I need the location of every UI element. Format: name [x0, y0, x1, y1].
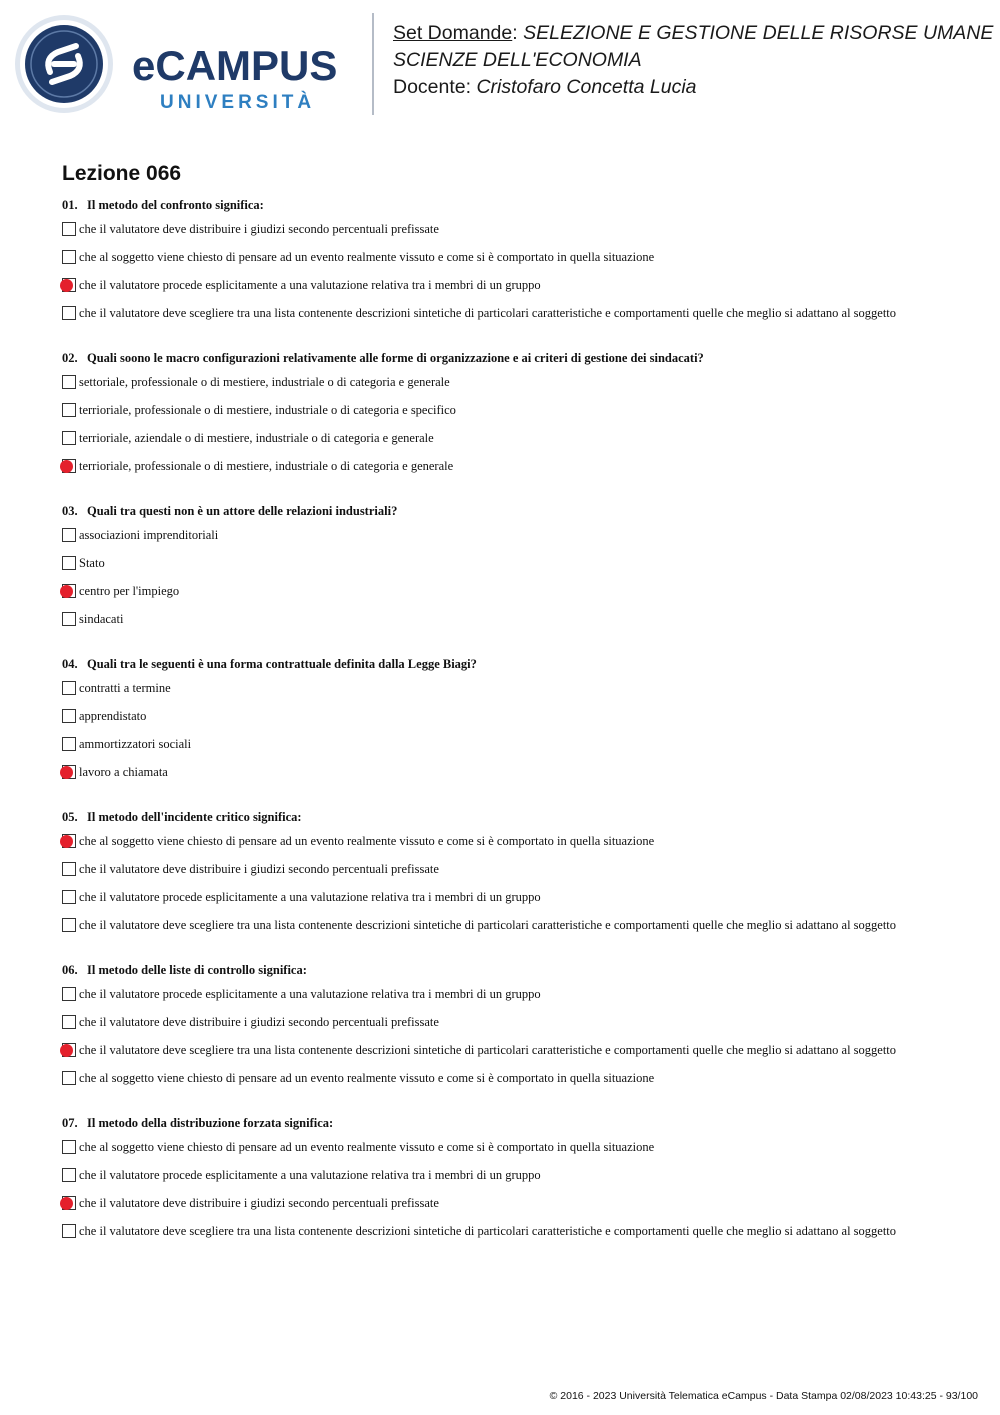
answer-checkbox[interactable]: [62, 306, 76, 320]
answer-checkbox[interactable]: [62, 918, 76, 932]
answer-checkbox[interactable]: [62, 556, 76, 570]
answer-checkbox[interactable]: [62, 1140, 76, 1154]
correct-answer-marker-icon: [60, 835, 73, 848]
answer-option[interactable]: [62, 1196, 962, 1224]
set-colon: :: [512, 22, 524, 44]
answer-text: apprendistato: [79, 709, 147, 723]
answer-checkbox[interactable]: [62, 987, 76, 1001]
answer-option[interactable]: [62, 681, 962, 709]
question-number: 05.: [62, 810, 78, 824]
answer-text: che al soggetto viene chiesto di pensare ad un evento realmente vissuto e come si è comportato in quella situazione: [79, 250, 655, 264]
answer-option[interactable]: [62, 1224, 962, 1252]
question-text: Il metodo della distribuzione forzata significa:: [87, 1116, 334, 1130]
answer-option[interactable]: [62, 709, 962, 737]
set-line: [393, 20, 993, 47]
lesson-title: Lezione 066: [62, 162, 182, 185]
answer-option[interactable]: [62, 250, 962, 278]
question-number: 03.: [62, 504, 78, 518]
answer-option[interactable]: [62, 612, 962, 640]
question-heading: [62, 961, 962, 979]
faculty-name: SCIENZE DELL'ECONOMIA: [393, 49, 642, 71]
answer-text: che al soggetto viene chiesto di pensare ad un evento realmente vissuto e come si è comportato in quella situazione: [79, 1140, 655, 1154]
answer-text: che il valutatore deve scegliere tra una lista contenente descrizioni sintetiche di particolari caratteristiche e comportamenti quelle che meglio si adattano al soggetto: [79, 1043, 897, 1057]
answer-text: centro per l'impiego: [79, 584, 180, 598]
answer-option[interactable]: [62, 528, 962, 556]
question-text: Quali soono le macro configurazioni relativamente alle forme di organizzazione e ai criteri di gestione dei sindacati?: [87, 351, 704, 365]
answer-text: associazioni imprenditoriali: [79, 528, 219, 542]
page-footer: © 2016 - 2023 Università Telematica eCampus - Data Stampa 02/08/2023 10:43:25 - 93/100: [549, 1390, 978, 1402]
correct-answer-marker-icon: [60, 460, 73, 473]
correct-answer-marker-icon: [60, 1044, 73, 1057]
answer-option[interactable]: [62, 222, 962, 250]
answer-text: terrioriale, professionale o di mestiere, industriale o di categoria e specifico: [79, 403, 456, 417]
answer-option[interactable]: [62, 834, 962, 862]
question-number: 06.: [62, 963, 78, 977]
answer-text: che il valutatore deve distribuire i giudizi secondo percentuali prefissate: [79, 222, 439, 236]
answer-option[interactable]: [62, 556, 962, 584]
ecampus-logo: [14, 14, 359, 118]
answer-checkbox[interactable]: [62, 862, 76, 876]
answer-text: che il valutatore procede esplicitamente a una valutazione relativa tra i membri di un gruppo: [79, 890, 541, 904]
answer-option[interactable]: [62, 862, 962, 890]
question-number: 07.: [62, 1116, 78, 1130]
question-number: 04.: [62, 657, 78, 671]
answer-text: che il valutatore deve distribuire i giudizi secondo percentuali prefissate: [79, 1196, 439, 1210]
answer-text: sindacati: [79, 612, 124, 626]
answer-checkbox[interactable]: [62, 709, 76, 723]
answer-option[interactable]: [62, 1071, 962, 1099]
question-heading: [62, 502, 962, 520]
answer-option[interactable]: [62, 306, 962, 334]
answer-checkbox[interactable]: [62, 403, 76, 417]
answer-text: Stato: [79, 556, 105, 570]
question-block: [62, 502, 962, 640]
answer-text: settoriale, professionale o di mestiere, industriale o di categoria e generale: [79, 375, 450, 389]
header-divider: [372, 13, 374, 115]
answer-text: contratti a termine: [79, 681, 171, 695]
answer-text: che al soggetto viene chiesto di pensare ad un evento realmente vissuto e come si è comportato in quella situazione: [79, 834, 655, 848]
teacher-line: [393, 74, 993, 101]
question-number: 02.: [62, 351, 78, 365]
question-list: [62, 196, 962, 1267]
answer-option[interactable]: [62, 431, 962, 459]
answer-option[interactable]: [62, 278, 962, 306]
answer-checkbox[interactable]: [62, 1071, 76, 1085]
answer-checkbox[interactable]: [62, 1168, 76, 1182]
answer-option[interactable]: [62, 584, 962, 612]
answer-option[interactable]: [62, 987, 962, 1015]
answer-checkbox[interactable]: [62, 1015, 76, 1029]
question-block: [62, 655, 962, 793]
correct-answer-marker-icon: [60, 1197, 73, 1210]
answer-checkbox[interactable]: [62, 250, 76, 264]
faculty-line: [393, 47, 993, 74]
answer-checkbox[interactable]: [62, 375, 76, 389]
teacher-label: Docente:: [393, 76, 477, 98]
answer-checkbox[interactable]: [62, 681, 76, 695]
answer-checkbox[interactable]: [62, 890, 76, 904]
answer-text: che il valutatore procede esplicitamente a una valutazione relativa tra i membri di un gruppo: [79, 1168, 541, 1182]
header-info: [393, 20, 993, 101]
question-text: Il metodo del confronto significa:: [87, 198, 264, 212]
answer-checkbox[interactable]: [62, 737, 76, 751]
question-text: Quali tra le seguenti è una forma contrattuale definita dalla Legge Biagi?: [87, 657, 477, 671]
answer-text: che il valutatore deve scegliere tra una lista contenente descrizioni sintetiche di particolari caratteristiche e comportamenti quelle che meglio si adattano al soggetto: [79, 918, 897, 932]
answer-option[interactable]: [62, 403, 962, 431]
answer-option[interactable]: [62, 1168, 962, 1196]
answer-text: ammortizzatori sociali: [79, 737, 192, 751]
answer-checkbox[interactable]: [62, 528, 76, 542]
answer-text: che il valutatore deve distribuire i giudizi secondo percentuali prefissate: [79, 862, 439, 876]
correct-answer-marker-icon: [60, 766, 73, 779]
answer-text: che il valutatore deve scegliere tra una lista contenente descrizioni sintetiche di particolari caratteristiche e comportamenti quelle che meglio si adattano al soggetto: [79, 306, 897, 320]
question-text: Quali tra questi non è un attore delle relazioni industriali?: [87, 504, 398, 518]
question-block: [62, 808, 962, 946]
answer-text: che il valutatore procede esplicitamente a una valutazione relativa tra i membri di un gruppo: [79, 278, 541, 292]
question-heading: [62, 349, 962, 367]
answer-text: lavoro a chiamata: [79, 765, 168, 779]
question-heading: [62, 196, 962, 214]
answer-text: terrioriale, aziendale o di mestiere, industriale o di categoria e generale: [79, 431, 434, 445]
answer-option[interactable]: [62, 1043, 962, 1071]
answer-option[interactable]: [62, 1140, 962, 1168]
answer-checkbox[interactable]: [62, 431, 76, 445]
answer-text: terrioriale, professionale o di mestiere, industriale o di categoria e generale: [79, 459, 454, 473]
question-text: Il metodo dell'incidente critico significa:: [87, 810, 302, 824]
answer-option[interactable]: [62, 918, 962, 946]
question-block: [62, 1114, 962, 1252]
question-block: [62, 349, 962, 487]
answer-text: che il valutatore deve distribuire i giudizi secondo percentuali prefissate: [79, 1015, 439, 1029]
logo-wordmark: eCAMPUS: [132, 42, 338, 89]
question-heading: [62, 1114, 962, 1132]
answer-text: che il valutatore deve scegliere tra una lista contenente descrizioni sintetiche di particolari caratteristiche e comportamenti quelle che meglio si adattano al soggetto: [79, 1224, 897, 1238]
correct-answer-marker-icon: [60, 279, 73, 292]
question-block: [62, 961, 962, 1099]
answer-text: che il valutatore procede esplicitamente a una valutazione relativa tra i membri di un gruppo: [79, 987, 541, 1001]
correct-answer-marker-icon: [60, 585, 73, 598]
set-label: Set Domande: [393, 22, 513, 44]
answer-checkbox[interactable]: [62, 1224, 76, 1238]
ecampus-logo-graphic: [14, 14, 359, 118]
answer-option[interactable]: [62, 1015, 962, 1043]
question-heading: [62, 655, 962, 673]
question-text: Il metodo delle liste di controllo significa:: [87, 963, 307, 977]
answer-checkbox[interactable]: [62, 222, 76, 236]
answer-option[interactable]: [62, 737, 962, 765]
question-block: [62, 196, 962, 334]
set-title: SELEZIONE E GESTIONE DELLE RISORSE UMANE: [523, 22, 994, 44]
answer-option[interactable]: [62, 890, 962, 918]
answer-text: che al soggetto viene chiesto di pensare ad un evento realmente vissuto e come si è comportato in quella situazione: [79, 1071, 655, 1085]
answer-option[interactable]: [62, 375, 962, 403]
answer-checkbox[interactable]: [62, 612, 76, 626]
question-number: 01.: [62, 198, 78, 212]
answer-option[interactable]: [62, 765, 962, 793]
teacher-name: Cristofaro Concetta Lucia: [476, 76, 697, 98]
question-heading: [62, 808, 962, 826]
logo-subtitle: UNIVERSITÀ: [160, 92, 316, 113]
answer-option[interactable]: [62, 459, 962, 487]
